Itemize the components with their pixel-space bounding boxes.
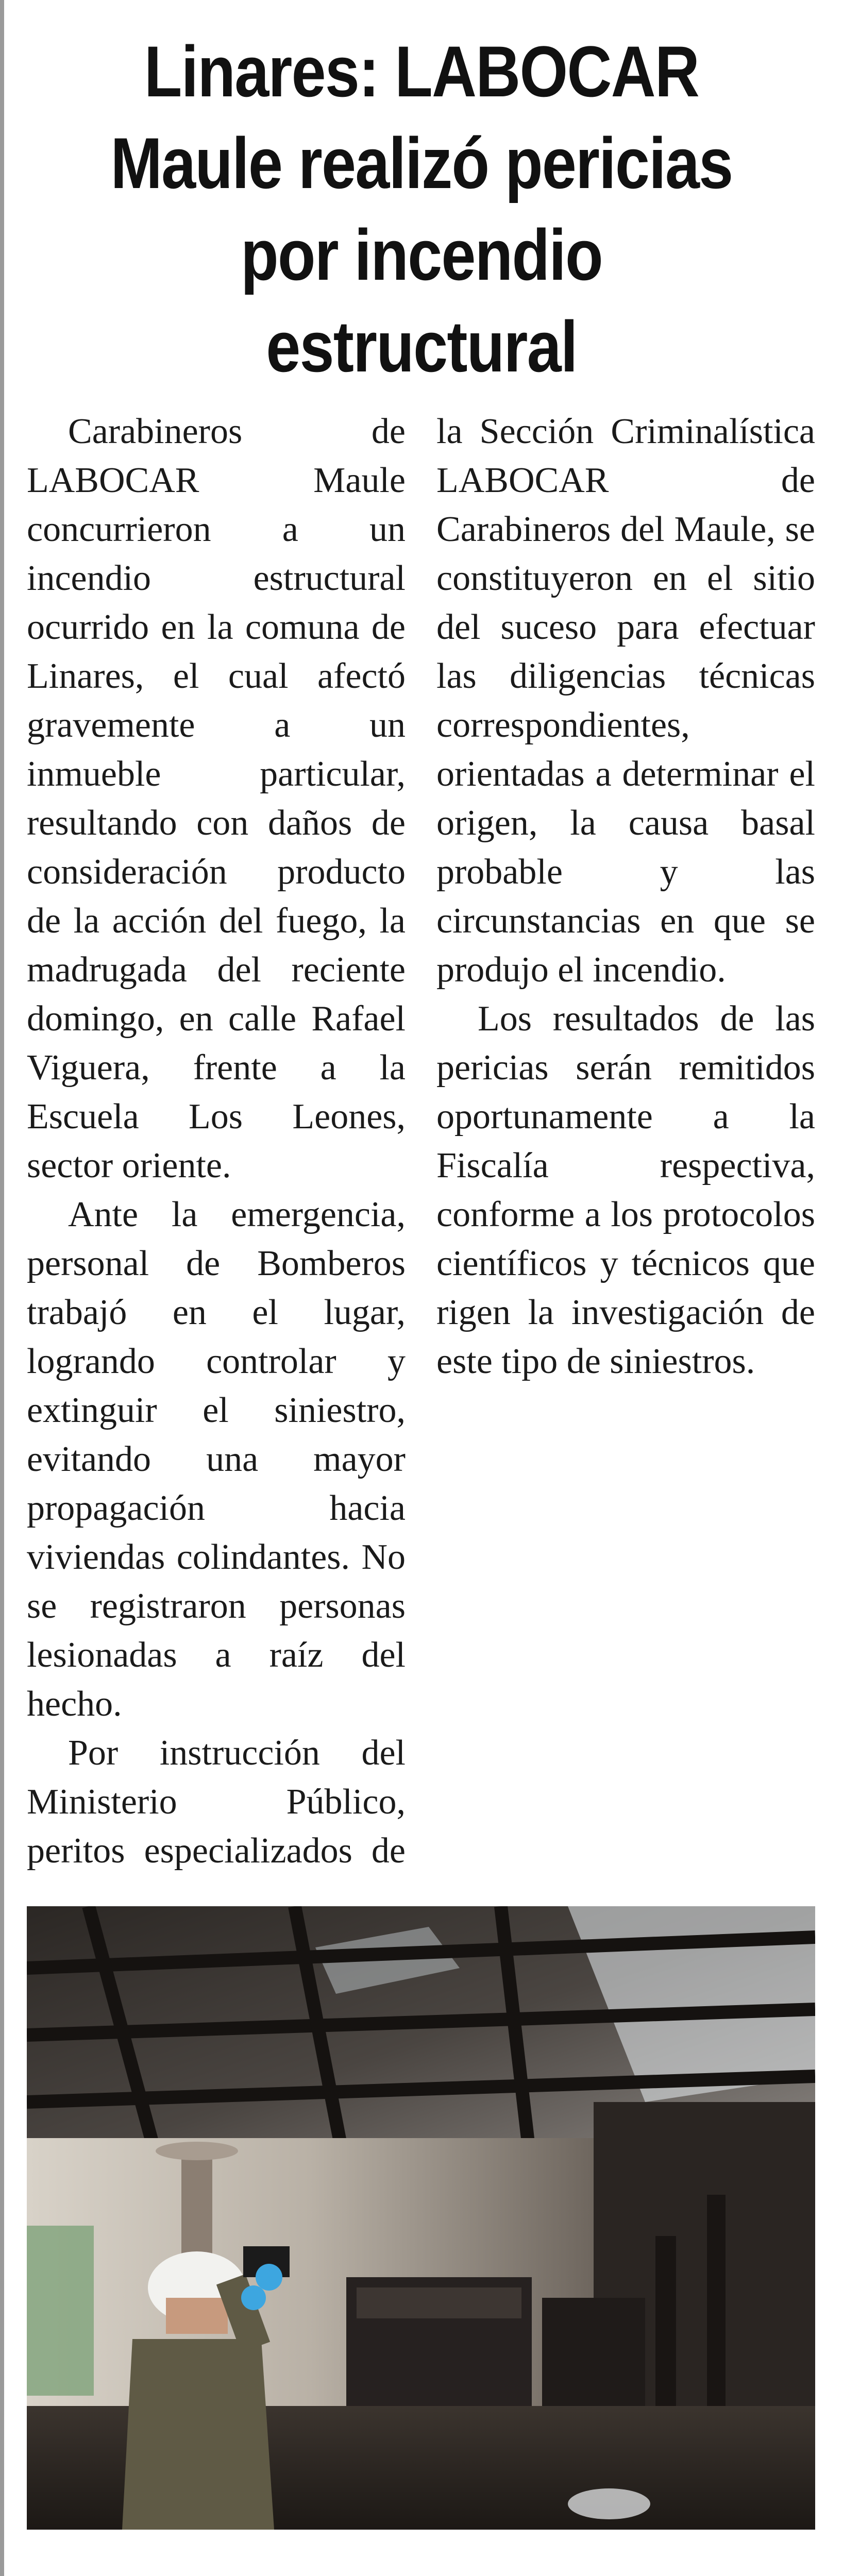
green-wall-section <box>27 2226 94 2396</box>
fire-scene-illustration <box>27 1906 815 2530</box>
headline <box>77 26 766 393</box>
article-paragraph: Carabineros de LABOCAR Maule concurrieron a un incendio estructural ocurrido en la comuna de Linares, el cual afectó gravemente a un inmueble particular, resultando con daños de consideración producto de la acción del fuego, la madrugada del reciente domingo, en calle Rafael Viguera, frente a la Escuela Los Leones, sector oriente. <box>27 412 406 1185</box>
headline-line: estructural <box>266 306 577 387</box>
article-paragraph: Ante la emergencia, personal de Bomberos trabajó en el lugar, logrando controlar y extinguir el siniestro, evitando una mayor propagación hacia viviendas colindantes. No se registraron personas lesionadas a raíz del hecho. <box>27 1195 406 1724</box>
headline-line: Maule realizó pericias <box>110 123 733 204</box>
article-paragraph: Por instrucción del Ministerio Público, peritos especializados de la Sección Criminalística LABOCAR de Carabineros del Maule, se constituyeron en el sitio del suceso para efectuar las diligencias técnicas correspondientes, orientadas a determinar el origen, la causa basal probable y las circunstancias en que se produjo el incendio. <box>27 412 815 1871</box>
article-body <box>27 407 815 1875</box>
headline-line: por incendio <box>241 214 602 295</box>
pipe-cap <box>156 2142 238 2160</box>
article-paragraph: Los resultados de las pericias serán remitidos oportunamente a la Fiscalía respectiva, conforme a los protocolos científicos y técnicos que rigen la investigación de este tipo de siniestros. <box>436 999 815 1381</box>
article-photo <box>27 1906 815 2530</box>
left-column-rule <box>0 0 4 2576</box>
headline-line: Linares: LABOCAR <box>144 31 699 112</box>
